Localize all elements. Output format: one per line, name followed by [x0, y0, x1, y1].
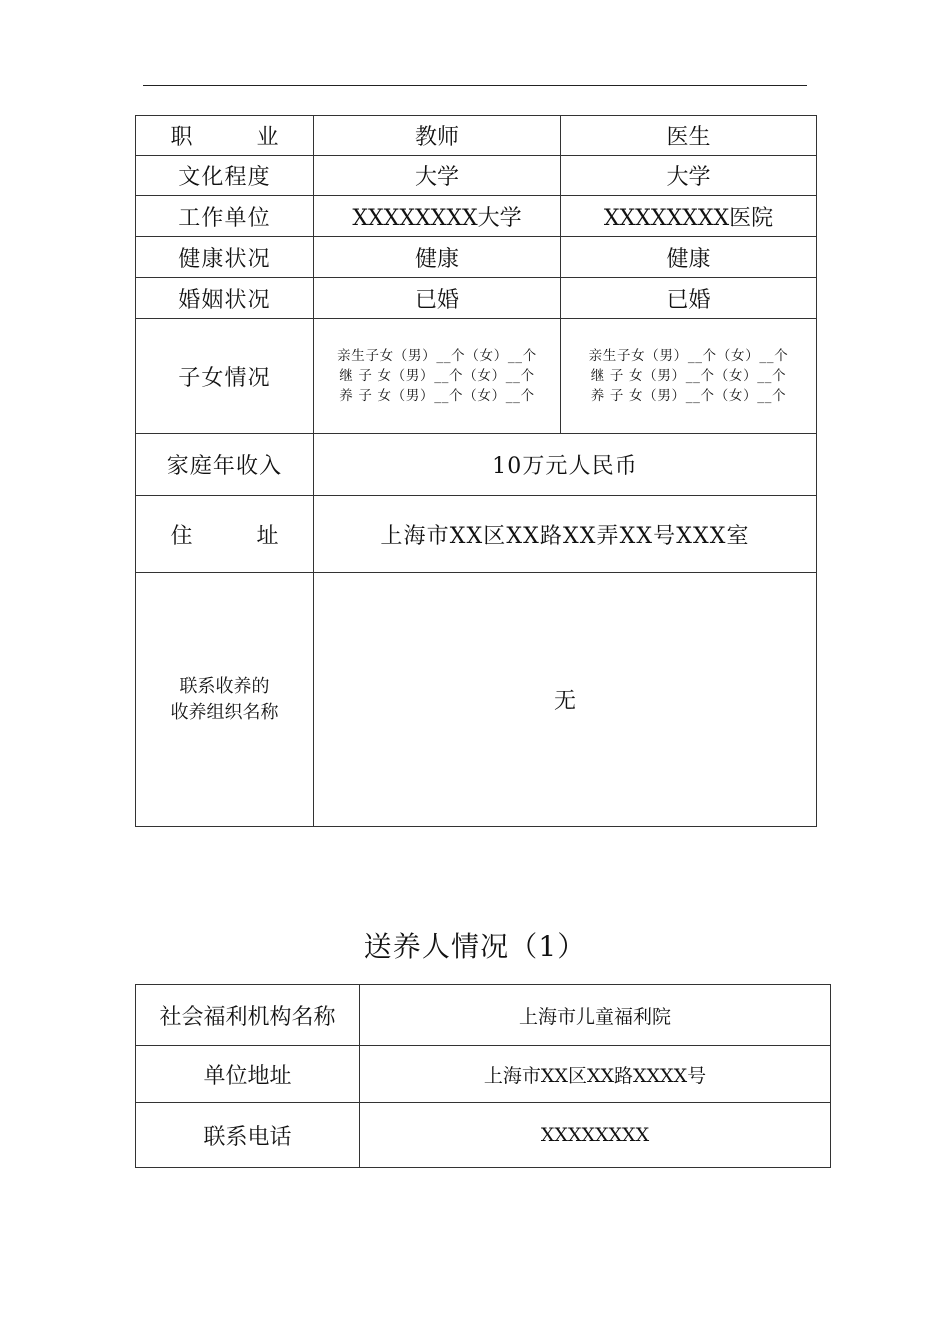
education-adopter-2: 大学 [561, 156, 817, 196]
workplace-label: 工作单位 [136, 196, 314, 237]
income-label: 家庭年收入 [136, 434, 314, 496]
address-value: 上海市XX区XX路XX弄XX号XXX室 [314, 496, 817, 573]
occupation-adopter-2: 医生 [561, 116, 817, 156]
education-label: 文化程度 [136, 156, 314, 196]
children-label: 子女情况 [136, 319, 314, 434]
children-adopter-1 [314, 319, 561, 434]
table-row [136, 434, 817, 496]
marital-adopter-2: 已婚 [561, 278, 817, 319]
income-value: 10万元人民币 [314, 434, 817, 496]
table-row [136, 278, 817, 319]
marital-label: 婚姻状况 [136, 278, 314, 319]
institution-address-value: 上海市XX区XX路XXXX号 [360, 1046, 831, 1103]
health-adopter-2: 健康 [561, 237, 817, 278]
agency-value: 无 [314, 573, 817, 827]
children-step: 继 子 女（男）__个（女）__个 [590, 368, 787, 384]
workplace-adopter-1: XXXXXXXX大学 [314, 196, 561, 237]
agency-label-line2: 收养组织名称 [170, 701, 279, 723]
table-row [136, 573, 817, 827]
table-row [136, 116, 817, 156]
occupation-label: 职 业 [136, 116, 314, 156]
institution-address-label: 单位地址 [136, 1046, 360, 1103]
table-row [136, 237, 817, 278]
occupation-adopter-1: 教师 [314, 116, 561, 156]
placer-info-table [135, 984, 831, 1168]
marital-adopter-1: 已婚 [314, 278, 561, 319]
health-label: 健康状况 [136, 237, 314, 278]
workplace-adopter-2: XXXXXXXX医院 [561, 196, 817, 237]
children-biological: 亲生子女（男）__个（女）__个 [588, 348, 789, 364]
children-adopter-2 [561, 319, 817, 434]
header-rule [143, 85, 807, 86]
institution-name-value: 上海市儿童福利院 [360, 985, 831, 1046]
education-adopter-1: 大学 [314, 156, 561, 196]
table-row [136, 1103, 831, 1168]
agency-label-line1: 联系收养的 [179, 675, 270, 697]
children-adopted: 养 子 女（男）__个（女）__个 [339, 388, 535, 404]
table-row [136, 196, 817, 237]
address-label: 住 址 [136, 496, 314, 573]
phone-label: 联系电话 [136, 1103, 360, 1168]
table-row [136, 496, 817, 573]
adopter-info-table [135, 115, 817, 827]
children-adopted: 养 子 女（男）__个（女）__个 [590, 388, 787, 404]
agency-label [136, 573, 314, 827]
children-step: 继 子 女（男）__个（女）__个 [339, 368, 535, 384]
table-row [136, 1046, 831, 1103]
institution-name-label: 社会福利机构名称 [136, 985, 360, 1046]
table-row [136, 319, 817, 434]
phone-value: XXXXXXXX [360, 1103, 831, 1168]
health-adopter-1: 健康 [314, 237, 561, 278]
children-biological: 亲生子女（男）__个（女）__个 [337, 348, 537, 364]
table-row [136, 985, 831, 1046]
table-row [136, 156, 817, 196]
section-title: 送养人情况（1） [363, 930, 587, 963]
